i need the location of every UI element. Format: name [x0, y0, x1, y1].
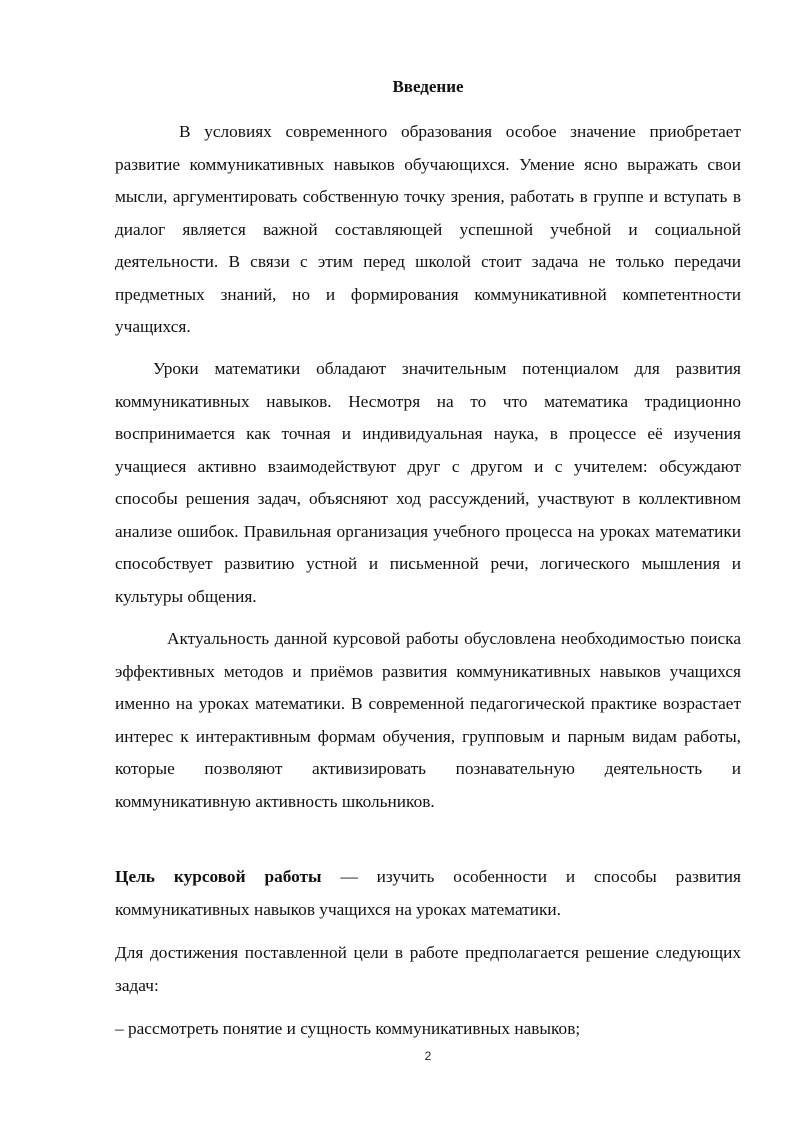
tasks-intro-container [115, 937, 741, 1002]
paragraph-2-container [115, 353, 741, 613]
page-number: 2 [424, 1049, 432, 1063]
task-item-1: – рассмотреть понятие и сущность коммуникативных навыков; [115, 1019, 581, 1038]
paragraph-3: Актуальность данной курсовой работы обусловлена необходимостью поиска эффективных методов и приёмов развития коммуникативных навыков учащихся именно на уроках математики. В современной педагогической практике возрастает интерес к интерактивным формам обучения, групповым и парным видам работы, которые позволяют активизировать познавательную деятельность и коммуникативную активность школьников. [115, 629, 741, 811]
paragraph-1: В условиях современного образования особое значение приобретает развитие коммуникативных навыков обучающихся. Умение ясно выражать свои мысли, аргументировать собственную точку зрения, работать в группе и вступать в диалог является важной составляющей успешной учебной и социальной деятельности. В связи с этим перед школой стоит задача не только передачи предметных знаний, но и формирования коммуникативной компетентности учащихся. [115, 122, 741, 336]
section-title: Введение [392, 77, 464, 96]
paragraph-2: Уроки математики обладают значительным потенциалом для развития коммуникативных навыков. Несмотря на то что математика традиционно воспринимается как точная и индивидуальная наука, в процессе её изучения учащиеся активно взаимодействуют друг с другом и с учителем: обсуждают способы решения задач, объясняют ход рассуждений, участвуют в коллективном анализе ошибок. Правильная организация учебного процесса на уроках математики способствует развитию устной и письменной речи, логического мышления и культуры общения. [115, 359, 741, 606]
goal-label: Цель курсовой работы [115, 867, 322, 886]
goal-text: — изучить особенности и способы развития коммуникативных навыков учащихся на уроках математики. [115, 867, 741, 919]
paragraph-1-container [115, 116, 741, 344]
goal-text-block [115, 861, 741, 926]
paragraph-3-container [115, 623, 741, 818]
task-list [115, 1013, 741, 1046]
tasks-intro: Для достижения поставленной цели в работе предполагается решение следующих задач: [115, 943, 741, 995]
goal-paragraph [115, 861, 741, 926]
